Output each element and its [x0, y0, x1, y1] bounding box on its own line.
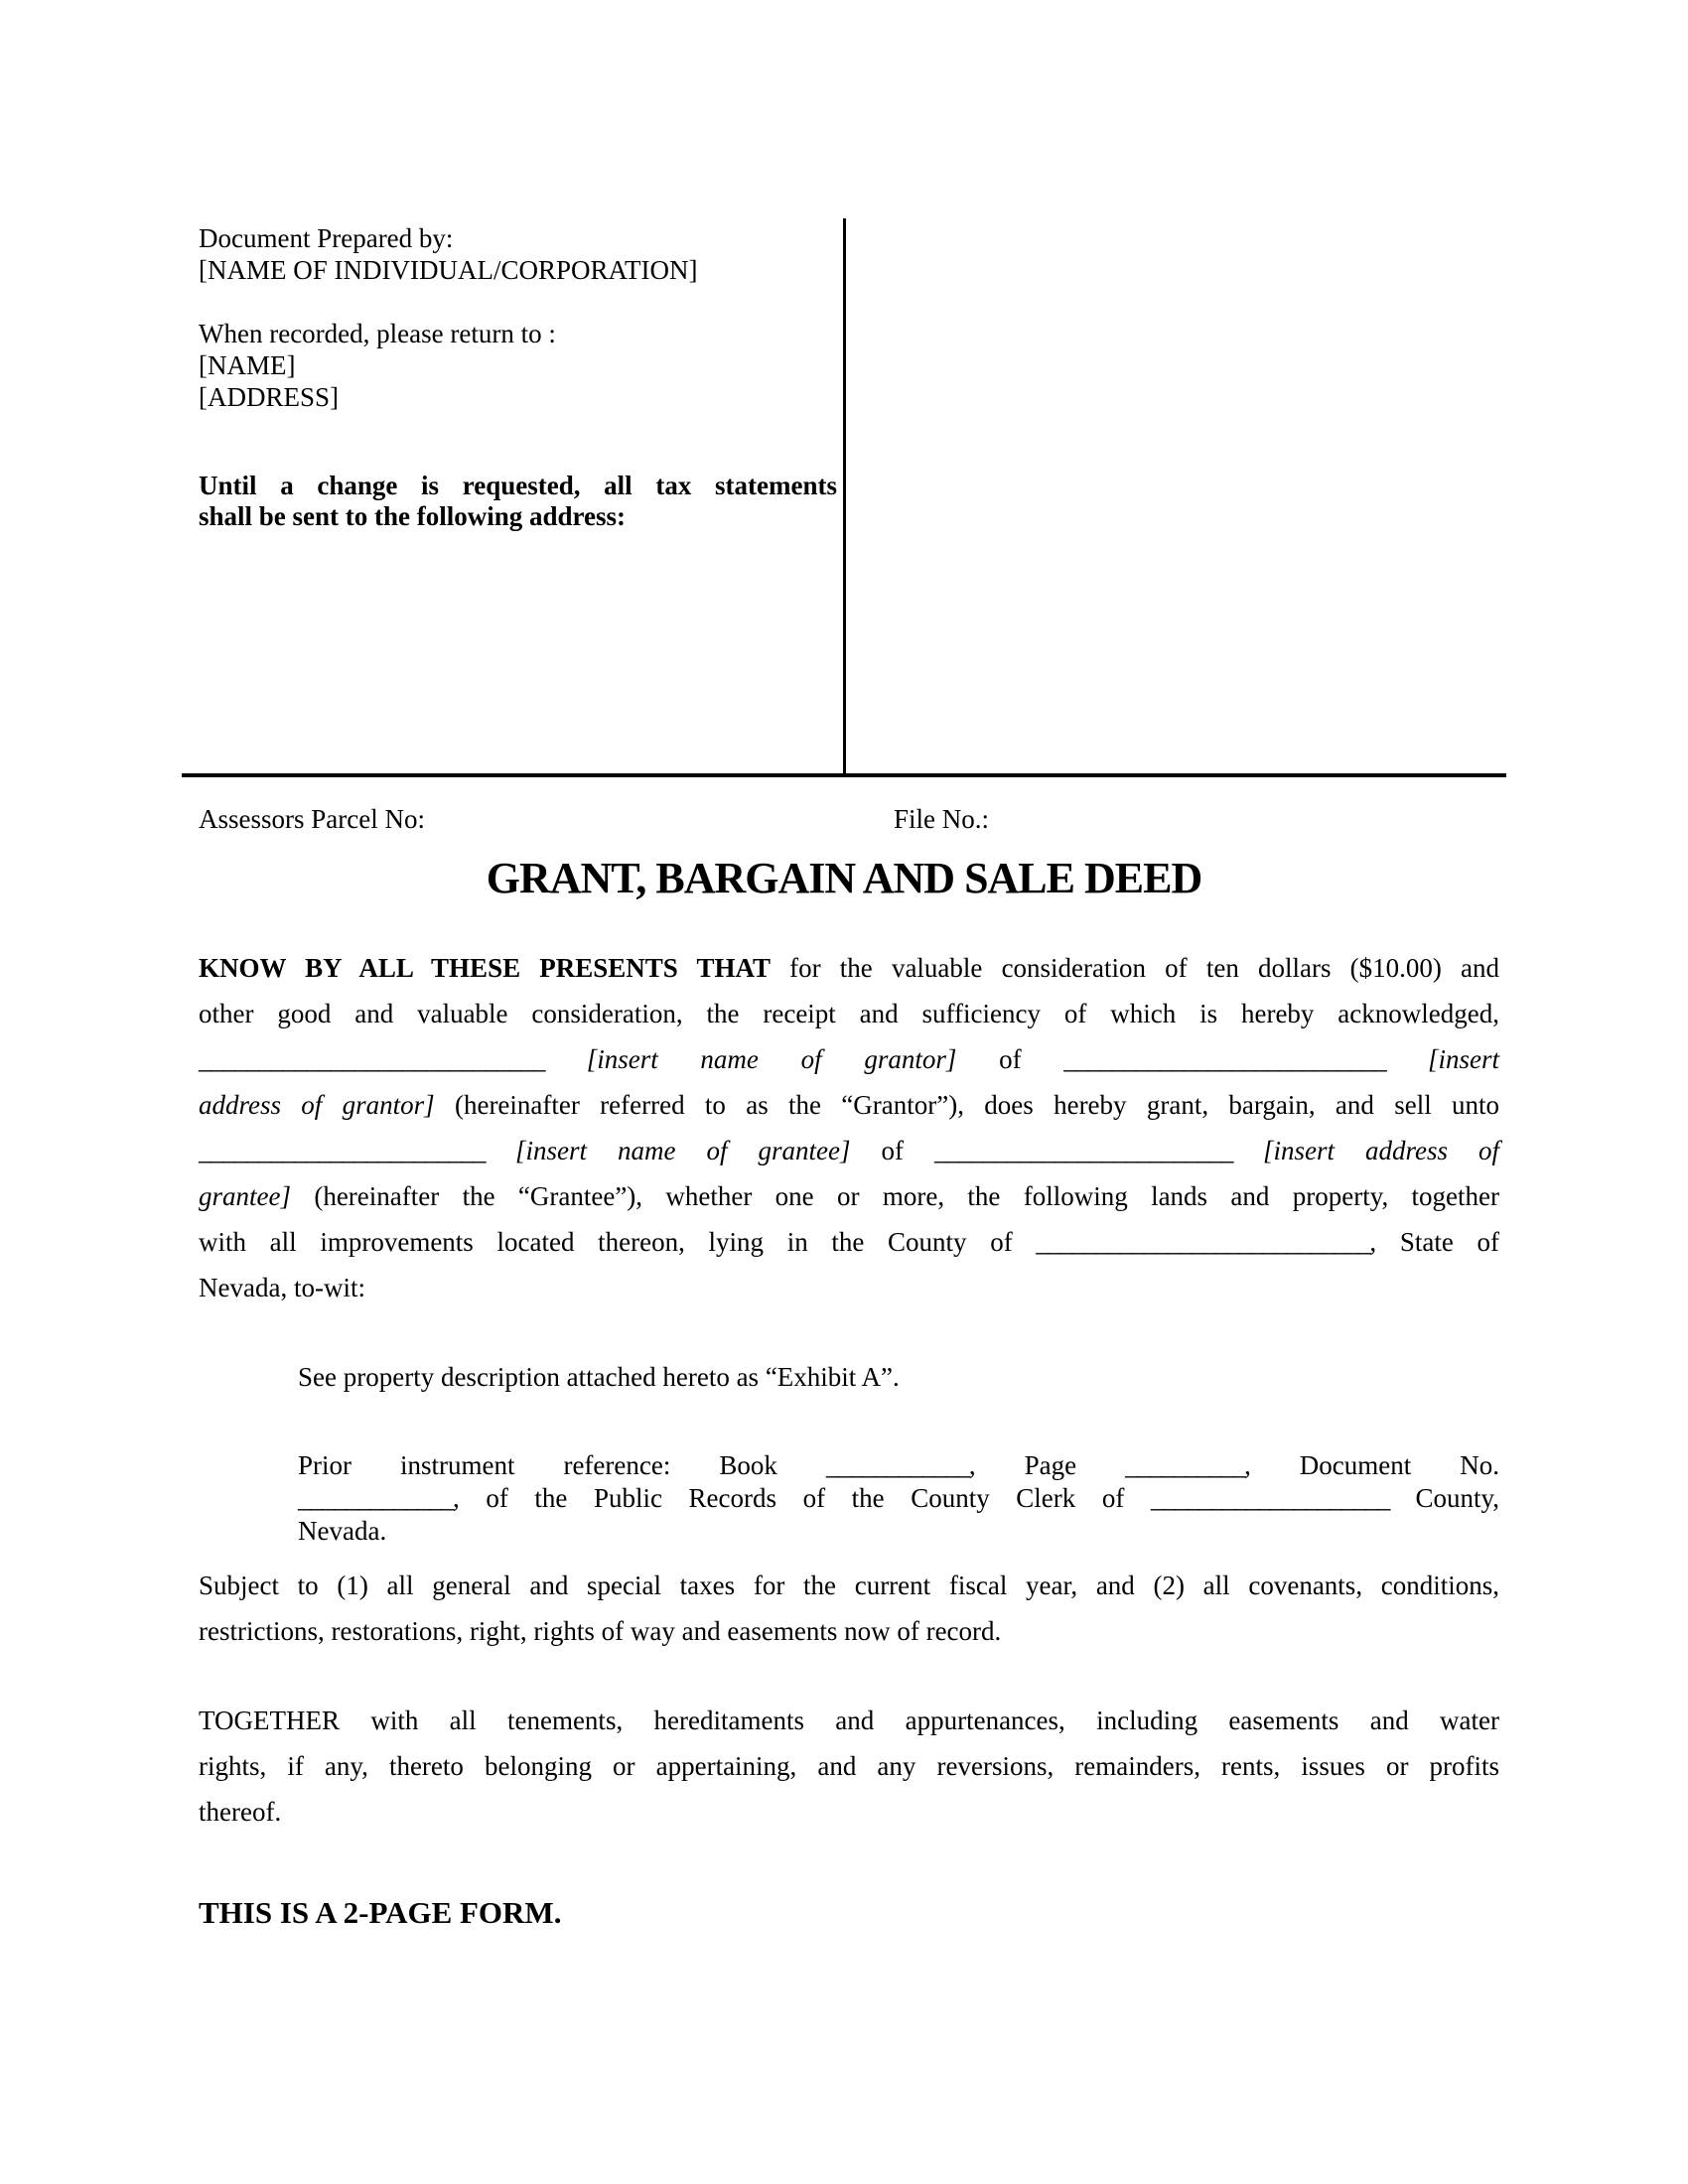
property-description-line [298, 1354, 1499, 1400]
tax-statement-notice [199, 471, 837, 532]
text-segment: [insert name of grantor] [586, 1044, 957, 1074]
text-segment: Prior instrument reference: Book [298, 1450, 826, 1480]
opening-paragraph [199, 945, 1499, 1310]
return-address-value: [ADDRESS] [199, 382, 340, 412]
blank-fill-line: ________________________ [199, 1136, 485, 1165]
text-segment: grantee] [199, 1181, 291, 1211]
text-segment: , of the Public Records of the County Clerk of [453, 1483, 1151, 1513]
prepared-by-label: Document Prepared by: [199, 223, 454, 253]
text-line [298, 1515, 1499, 1548]
text-segment: , Page [968, 1450, 1126, 1480]
text-segment [544, 1044, 587, 1074]
text-segment [485, 1136, 515, 1165]
vertical-divider-line [843, 218, 846, 774]
text-line [199, 1219, 1499, 1265]
text-segment: restrictions, restorations, right, rights of way and easements now of record. [199, 1616, 1002, 1646]
prior-instrument-paragraph [298, 1449, 1499, 1548]
horizontal-rule [182, 773, 1506, 777]
text-line [199, 1698, 1499, 1743]
text-line [199, 991, 1499, 1036]
text-segment: other good and valuable consideration, the receipt and sufficiency of which is hereby acknowledged, [199, 999, 1499, 1028]
blank-fill-line: ___________________________ [1063, 1044, 1386, 1074]
text-segment: See property description attached hereto as “Exhibit A”. [298, 1362, 900, 1392]
page-count-note: THIS IS A 2-PAGE FORM. [199, 1895, 562, 1930]
text-segment: with all tenements, hereditaments and appurtenances, including easements and water [340, 1706, 1499, 1735]
blank-fill-line: _________________________ [933, 1136, 1232, 1165]
text-segment [1385, 1044, 1428, 1074]
text-segment: [insert [1428, 1044, 1500, 1074]
text-segment: with all improvements located thereon, lying in the County of [199, 1227, 1037, 1257]
together-paragraph [199, 1698, 1499, 1835]
text-line [199, 471, 837, 501]
text-segment [1232, 1136, 1263, 1165]
preparer-block [199, 222, 844, 413]
text-segment: Subject to (1) all general and special taxes for the current fiscal year, and (2) all covenants, conditions, [199, 1570, 1499, 1600]
text-segment: TOGETHER [199, 1706, 340, 1735]
blank-fill-line: ____________ [825, 1450, 969, 1480]
text-line [199, 1173, 1499, 1219]
text-line [199, 1265, 1499, 1310]
text-line [199, 1563, 1499, 1608]
blank-fill-line: __________ [1125, 1450, 1245, 1480]
text-line [199, 1743, 1499, 1789]
text-line [199, 1789, 1499, 1835]
text-segment: thereof. [199, 1797, 282, 1827]
text-segment: [insert address of [1262, 1136, 1499, 1165]
text-line [199, 1082, 1499, 1128]
text-line [199, 1036, 1499, 1082]
text-segment: Nevada. [298, 1516, 387, 1546]
text-line [199, 501, 837, 532]
blank-fill-line: _____________________________ [199, 1044, 544, 1074]
text-segment: for the valuable consideration of ten dollars ($10.00) and [771, 953, 1500, 983]
file-no-label: File No.: [894, 804, 990, 834]
text-segment: Nevada, to-wit: [199, 1273, 365, 1302]
blank-fill-line: ____________________ [1150, 1483, 1389, 1513]
subject-to-paragraph [199, 1563, 1499, 1654]
text-segment: Until a change is requested, all tax statements [199, 471, 837, 500]
document-title: GRANT, BARGAIN AND SALE DEED [486, 854, 1202, 902]
prepared-by-value: [NAME OF INDIVIDUAL/CORPORATION] [199, 255, 698, 285]
text-segment: County, [1388, 1483, 1500, 1513]
text-segment: address of grantor] [199, 1090, 435, 1120]
text-segment: [insert name of grantee] [515, 1136, 851, 1165]
text-line [298, 1354, 1499, 1400]
assessors-parcel-label: Assessors Parcel No: [199, 804, 425, 834]
text-segment: shall be sent to the following address: [199, 501, 627, 531]
text-segment: , Document No. [1244, 1450, 1500, 1480]
text-segment: rights, if any, thereto belonging or appertaining, and any reversions, remainders, rents, issues or profits [199, 1751, 1499, 1781]
text-segment: of [956, 1044, 1064, 1074]
return-to-label: When recorded, please return to : [199, 319, 556, 348]
text-line [298, 1482, 1499, 1515]
blank-fill-line: _____________ [298, 1483, 453, 1513]
text-segment: (hereinafter referred to as the “Grantor”), does hereby grant, bargain, and sell unto [434, 1090, 1500, 1120]
text-segment: (hereinafter the “Grantee”), whether one or more, the following lands and property, together [290, 1181, 1499, 1211]
text-line [199, 1128, 1499, 1173]
return-name-value: [NAME] [199, 350, 296, 380]
text-line [199, 1608, 1499, 1654]
text-segment: , State of [1369, 1227, 1499, 1257]
text-segment: KNOW BY ALL THESE PRESENTS THAT [199, 953, 771, 983]
blank-fill-line: ____________________________ [1036, 1227, 1370, 1257]
text-line [298, 1449, 1499, 1482]
text-line [199, 945, 1499, 991]
text-segment: of [850, 1136, 934, 1165]
